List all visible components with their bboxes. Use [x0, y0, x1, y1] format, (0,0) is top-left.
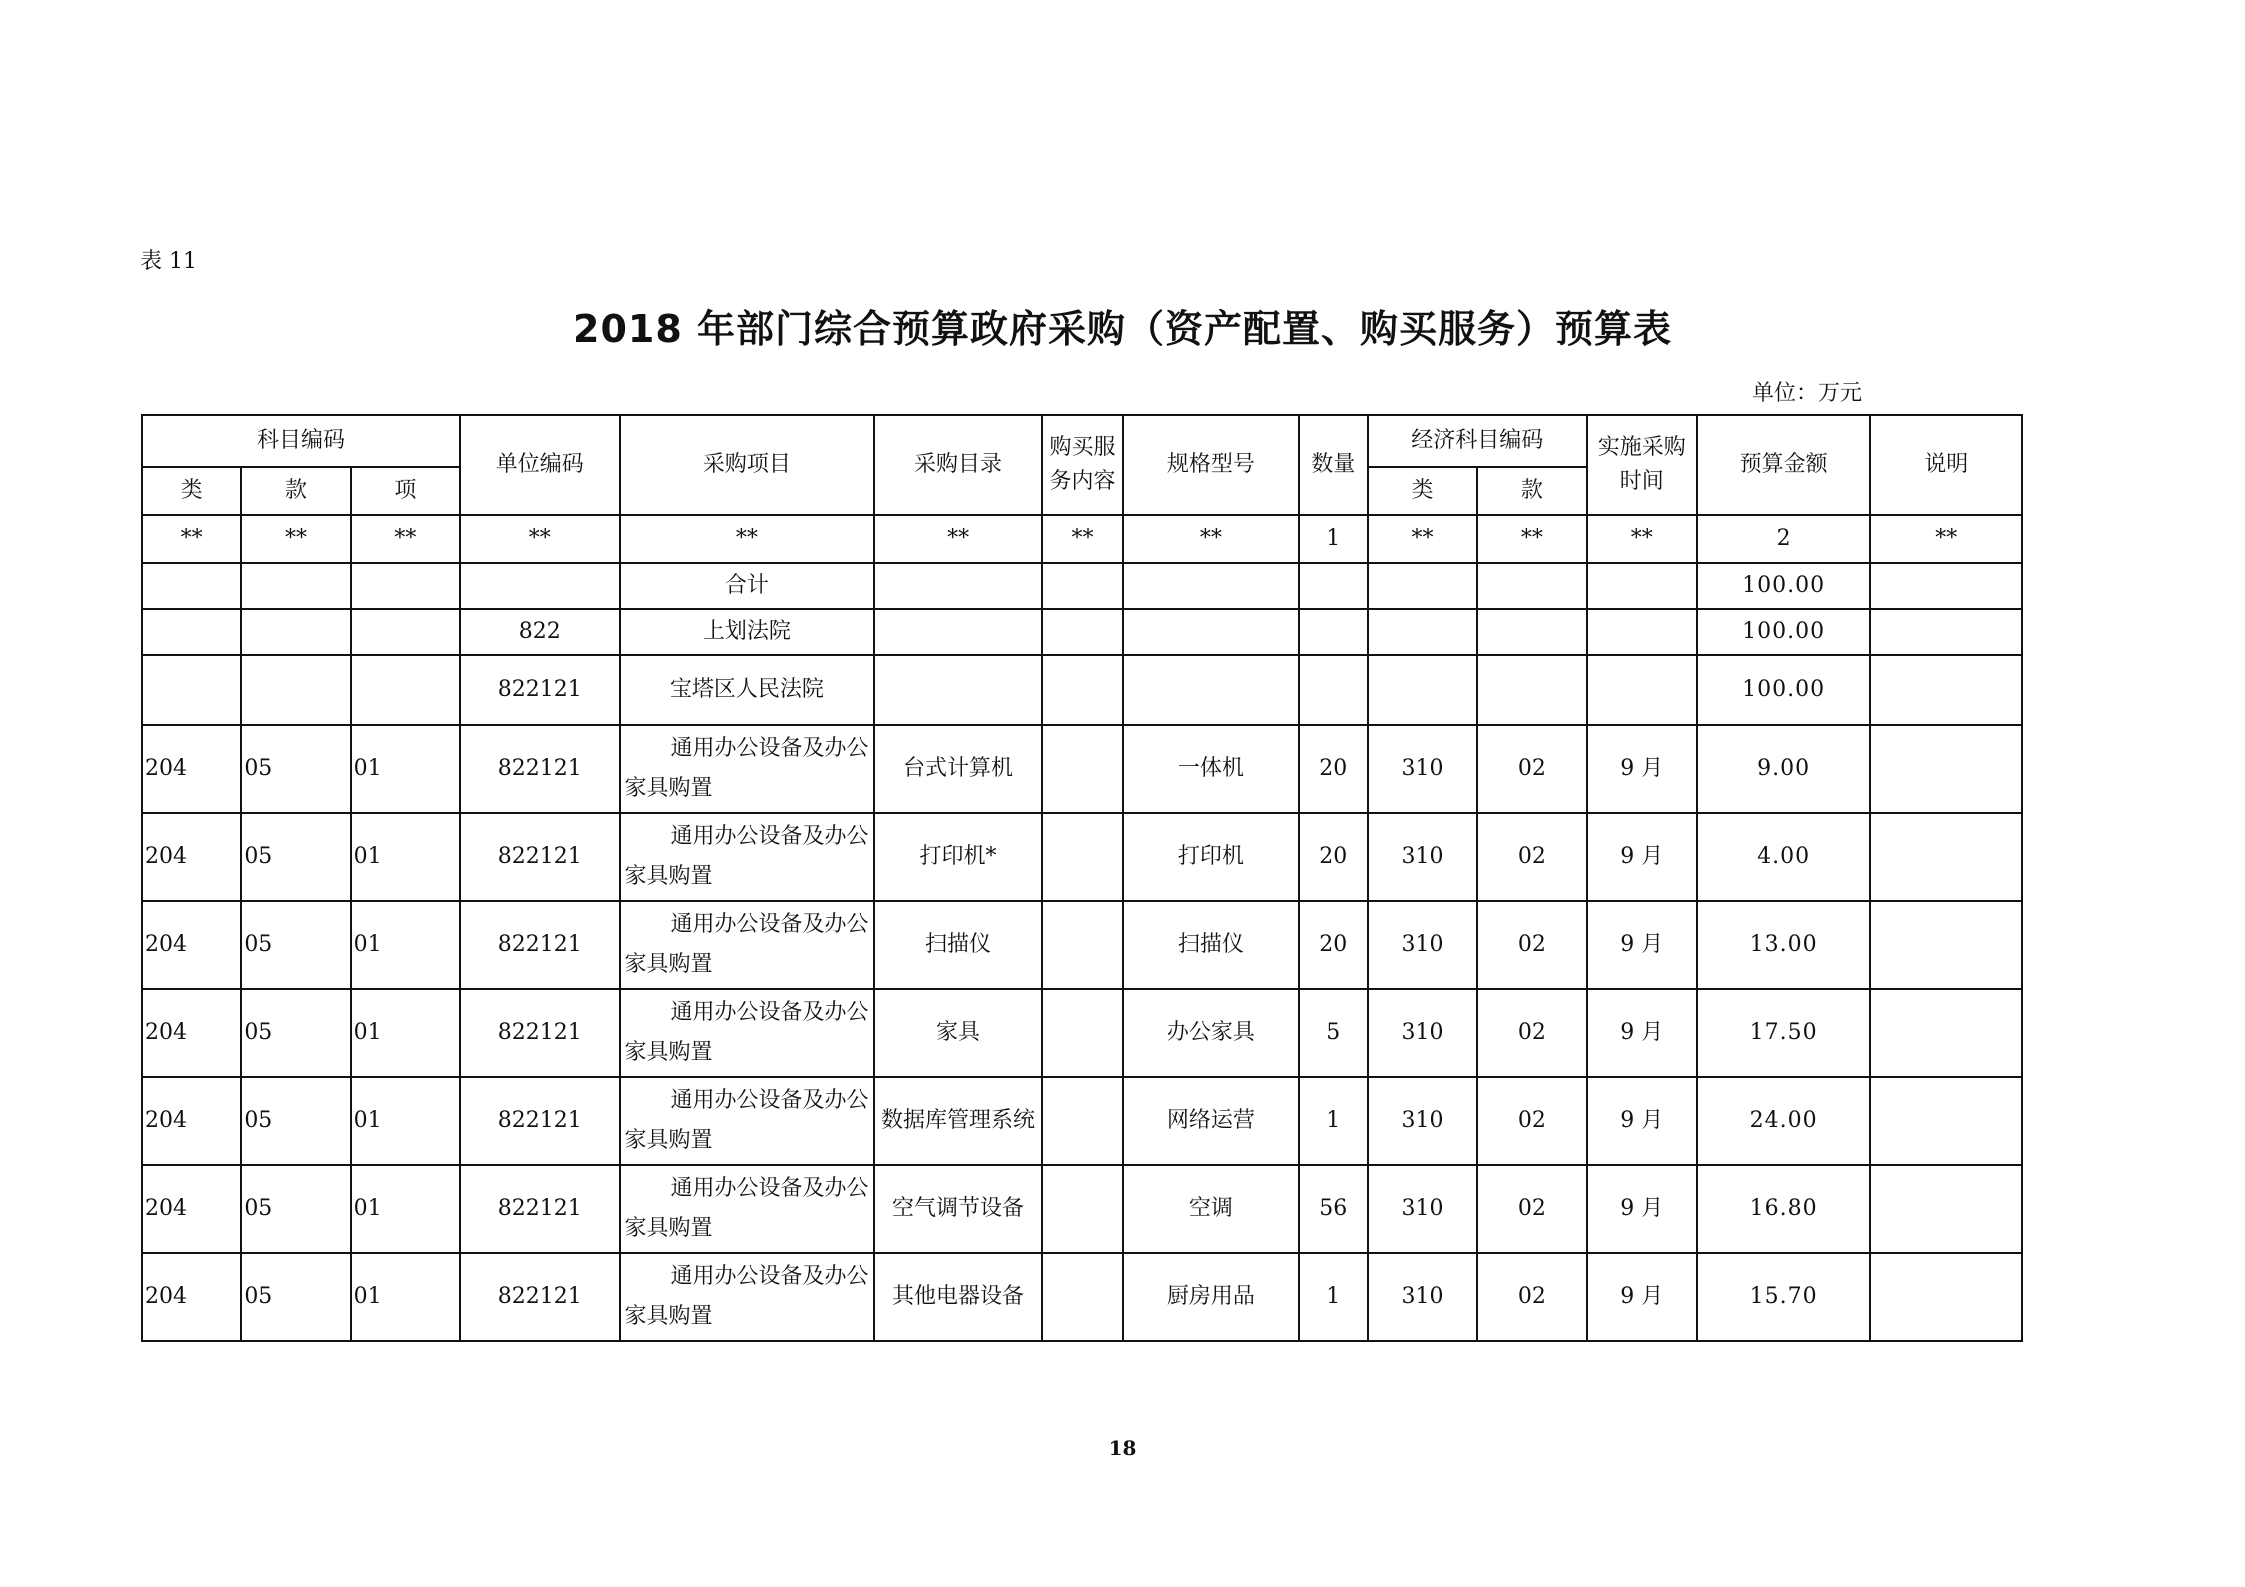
project-text: 通用办公设备及办公家具购置	[624, 1264, 869, 1329]
lei-cell: 204	[142, 813, 241, 901]
marker-row	[142, 515, 2022, 563]
econ-lei-cell: 310	[1368, 901, 1477, 989]
catalog-cell: 家具	[874, 989, 1042, 1077]
project-cell: 上划法院	[620, 609, 875, 655]
header-catalog: 采购目录	[874, 415, 1042, 515]
amount-cell: 13.00	[1697, 901, 1871, 989]
unit-code-cell	[460, 563, 620, 609]
kuan-cell: 05	[241, 1165, 350, 1253]
header-spec: 规格型号	[1123, 415, 1299, 515]
time-cell: 9 月	[1587, 813, 1697, 901]
econ-lei-cell: 310	[1368, 813, 1477, 901]
unit-code-cell: 822121	[460, 655, 620, 725]
summary-row-total	[142, 563, 2022, 609]
marker-cell: **	[1123, 515, 1299, 563]
kuan-cell: 05	[241, 1253, 350, 1341]
marker-cell: **	[351, 515, 460, 563]
unit-note: 单位：万元	[1752, 381, 1863, 406]
econ-lei-cell: 310	[1368, 1253, 1477, 1341]
quantity-cell: 5	[1299, 989, 1368, 1077]
time-cell: 9 月	[1587, 901, 1697, 989]
project-cell: 合计	[620, 563, 875, 609]
note-cell	[1870, 1165, 2022, 1253]
lei-cell: 204	[142, 901, 241, 989]
time-cell: 9 月	[1587, 989, 1697, 1077]
header-project: 采购项目	[620, 415, 875, 515]
econ-lei-cell: 310	[1368, 1165, 1477, 1253]
kuan-cell: 05	[241, 989, 350, 1077]
econ-kuan-cell: 02	[1477, 813, 1586, 901]
header-xiang: 项	[351, 467, 460, 515]
note-cell	[1870, 989, 2022, 1077]
header-kuan: 款	[241, 467, 350, 515]
unit-code-cell: 822121	[460, 901, 620, 989]
table-row	[142, 725, 2022, 813]
kuan-cell: 05	[241, 813, 350, 901]
lei-cell: 204	[142, 725, 241, 813]
amount-cell: 100.00	[1697, 563, 1871, 609]
amount-cell: 16.80	[1697, 1165, 1871, 1253]
project-text: 通用办公设备及办公家具购置	[624, 1088, 869, 1153]
catalog-cell: 空气调节设备	[874, 1165, 1042, 1253]
lei-cell: 204	[142, 1253, 241, 1341]
note-cell	[1870, 725, 2022, 813]
amount-cell: 100.00	[1697, 655, 1871, 725]
note-cell	[1870, 1077, 2022, 1165]
project-text: 通用办公设备及办公家具购置	[624, 912, 869, 977]
econ-kuan-cell: 02	[1477, 901, 1586, 989]
xiang-cell: 01	[351, 813, 460, 901]
header-row-1	[142, 415, 2022, 467]
spec-cell: 空调	[1123, 1165, 1299, 1253]
service-cell	[1042, 1077, 1123, 1165]
quantity-cell: 20	[1299, 813, 1368, 901]
header-quantity: 数量	[1299, 415, 1368, 515]
summary-row-unit	[142, 655, 2022, 725]
project-cell: 宝塔区人民法院	[620, 655, 875, 725]
time-cell: 9 月	[1587, 725, 1697, 813]
marker-cell: **	[1587, 515, 1697, 563]
marker-cell: **	[874, 515, 1042, 563]
marker-cell: **	[620, 515, 875, 563]
header-amount: 预算金额	[1697, 415, 1871, 515]
project-text: 通用办公设备及办公家具购置	[624, 1000, 869, 1065]
lei-cell: 204	[142, 1077, 241, 1165]
project-cell	[620, 901, 875, 989]
marker-cell: **	[142, 515, 241, 563]
amount-cell: 9.00	[1697, 725, 1871, 813]
summary-row-department	[142, 609, 2022, 655]
item-rows	[142, 725, 2022, 1341]
table-row	[142, 1077, 2022, 1165]
xiang-cell: 01	[351, 989, 460, 1077]
marker-cell: 2	[1697, 515, 1871, 563]
catalog-cell: 打印机*	[874, 813, 1042, 901]
document-title: 2018 年部门综合预算政府采购（资产配置、购买服务）预算表	[573, 307, 1672, 351]
quantity-cell: 56	[1299, 1165, 1368, 1253]
note-cell	[1870, 901, 2022, 989]
note-cell	[1870, 813, 2022, 901]
procurement-budget-table	[141, 414, 2023, 1342]
service-cell	[1042, 901, 1123, 989]
spec-cell: 扫描仪	[1123, 901, 1299, 989]
header-procurement-time: 实施采购时间	[1587, 415, 1697, 515]
amount-cell: 100.00	[1697, 609, 1871, 655]
header-econ-code: 经济科目编码	[1368, 415, 1587, 467]
header-unit-code: 单位编码	[460, 415, 620, 515]
catalog-cell: 台式计算机	[874, 725, 1042, 813]
econ-lei-cell: 310	[1368, 725, 1477, 813]
project-cell	[620, 1077, 875, 1165]
quantity-cell: 20	[1299, 725, 1368, 813]
header-service-content: 购买服务内容	[1042, 415, 1123, 515]
header-note: 说明	[1870, 415, 2022, 515]
xiang-cell: 01	[351, 901, 460, 989]
project-text: 通用办公设备及办公家具购置	[624, 1176, 869, 1241]
spec-cell: 网络运营	[1123, 1077, 1299, 1165]
table-row	[142, 901, 2022, 989]
kuan-cell: 05	[241, 725, 350, 813]
table-label: 表 11	[140, 249, 197, 274]
project-cell	[620, 1165, 875, 1253]
table-row	[142, 989, 2022, 1077]
service-cell	[1042, 725, 1123, 813]
econ-kuan-cell: 02	[1477, 725, 1586, 813]
marker-cell: **	[1042, 515, 1123, 563]
quantity-cell: 1	[1299, 1077, 1368, 1165]
marker-cell: **	[241, 515, 350, 563]
spec-cell: 厨房用品	[1123, 1253, 1299, 1341]
unit-code-cell: 822121	[460, 725, 620, 813]
econ-kuan-cell: 02	[1477, 989, 1586, 1077]
unit-code-cell: 822121	[460, 1165, 620, 1253]
header-subject-code: 科目编码	[142, 415, 460, 467]
project-cell	[620, 725, 875, 813]
xiang-cell: 01	[351, 725, 460, 813]
page-number: 18	[1108, 1436, 1137, 1460]
catalog-cell: 其他电器设备	[874, 1253, 1042, 1341]
econ-kuan-cell: 02	[1477, 1253, 1586, 1341]
marker-cell: **	[1870, 515, 2022, 563]
marker-cell: **	[460, 515, 620, 563]
service-cell	[1042, 1253, 1123, 1341]
marker-cell: **	[1477, 515, 1586, 563]
amount-cell: 17.50	[1697, 989, 1871, 1077]
kuan-cell: 05	[241, 1077, 350, 1165]
lei-cell: 204	[142, 989, 241, 1077]
unit-code-cell: 822121	[460, 813, 620, 901]
catalog-cell: 数据库管理系统	[874, 1077, 1042, 1165]
econ-kuan-cell: 02	[1477, 1077, 1586, 1165]
table-row	[142, 1165, 2022, 1253]
header-econ-lei: 类	[1368, 467, 1477, 515]
quantity-cell: 20	[1299, 901, 1368, 989]
header-lei: 类	[142, 467, 241, 515]
quantity-cell: 1	[1299, 1253, 1368, 1341]
amount-cell: 15.70	[1697, 1253, 1871, 1341]
time-cell: 9 月	[1587, 1165, 1697, 1253]
table-row	[142, 1253, 2022, 1341]
note-cell	[1870, 1253, 2022, 1341]
service-cell	[1042, 1165, 1123, 1253]
kuan-cell: 05	[241, 901, 350, 989]
lei-cell: 204	[142, 1165, 241, 1253]
service-cell	[1042, 989, 1123, 1077]
amount-cell: 24.00	[1697, 1077, 1871, 1165]
econ-lei-cell: 310	[1368, 989, 1477, 1077]
unit-code-cell: 822121	[460, 1077, 620, 1165]
project-cell	[620, 1253, 875, 1341]
table-row	[142, 813, 2022, 901]
marker-cell: **	[1368, 515, 1477, 563]
project-text: 通用办公设备及办公家具购置	[624, 736, 869, 801]
amount-cell: 4.00	[1697, 813, 1871, 901]
xiang-cell: 01	[351, 1077, 460, 1165]
unit-code-cell: 822	[460, 609, 620, 655]
xiang-cell: 01	[351, 1165, 460, 1253]
econ-kuan-cell: 02	[1477, 1165, 1586, 1253]
spec-cell: 打印机	[1123, 813, 1299, 901]
project-text: 通用办公设备及办公家具购置	[624, 824, 869, 889]
header-econ-kuan: 款	[1477, 467, 1586, 515]
econ-lei-cell: 310	[1368, 1077, 1477, 1165]
time-cell: 9 月	[1587, 1077, 1697, 1165]
service-cell	[1042, 813, 1123, 901]
project-cell	[620, 813, 875, 901]
catalog-cell: 扫描仪	[874, 901, 1042, 989]
spec-cell: 办公家具	[1123, 989, 1299, 1077]
xiang-cell: 01	[351, 1253, 460, 1341]
unit-code-cell: 822121	[460, 1253, 620, 1341]
marker-cell: 1	[1299, 515, 1368, 563]
spec-cell: 一体机	[1123, 725, 1299, 813]
project-cell	[620, 989, 875, 1077]
time-cell: 9 月	[1587, 1253, 1697, 1341]
unit-code-cell: 822121	[460, 989, 620, 1077]
